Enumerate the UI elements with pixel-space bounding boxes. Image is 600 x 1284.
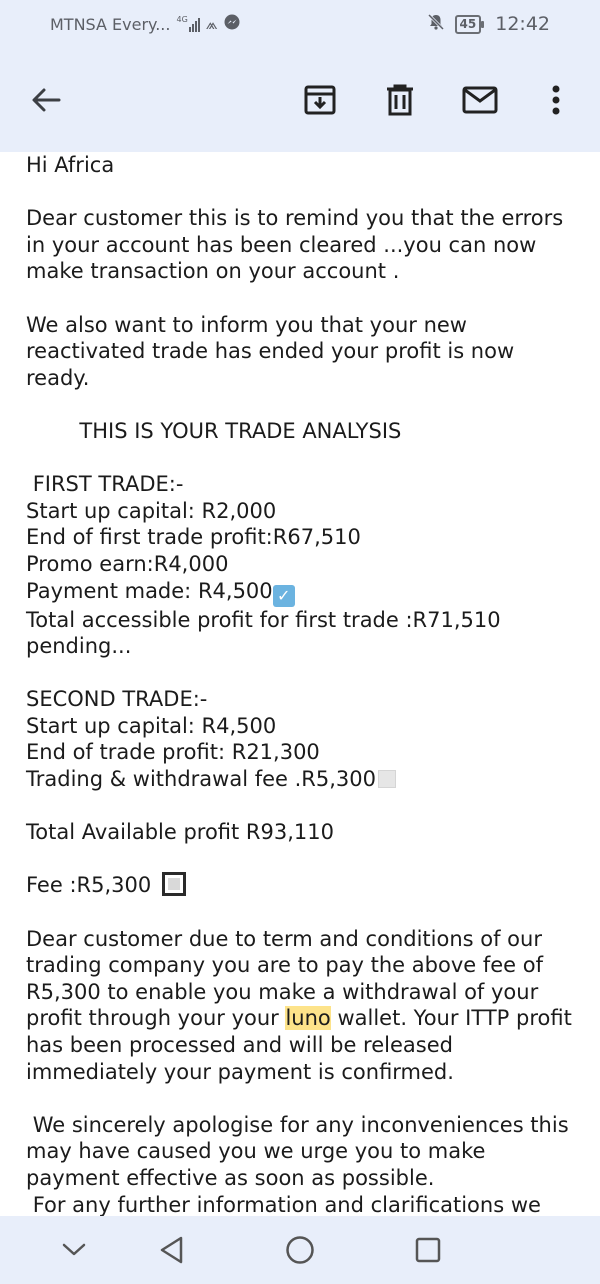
paragraph-fee-terms-end: wallet. Your ITTP profit has been processed and will be released immediately your payment is confirmed. bbox=[26, 1006, 579, 1084]
second-trade-heading: SECOND TRADE:- bbox=[26, 687, 208, 712]
status-left bbox=[50, 14, 240, 34]
first-trade-promo: Promo earn:R4,000 bbox=[26, 551, 229, 576]
square-button-icon bbox=[162, 872, 186, 896]
nav-collapse-button[interactable] bbox=[54, 1230, 94, 1270]
clock: 12:42 bbox=[495, 13, 550, 35]
first-trade-heading: FIRST TRADE:- bbox=[26, 472, 184, 497]
first-trade-total: Total accessible profit for first trade :R71,510 bbox=[26, 607, 501, 632]
check-mark-icon: ✓ bbox=[273, 585, 295, 607]
paragraph-fee-terms bbox=[26, 926, 579, 1086]
greeting: Hi Africa bbox=[26, 153, 115, 177]
carrier-name: MTNSA Every... bbox=[50, 14, 171, 34]
paragraph-further-info: For any further information and clarifications we bbox=[26, 1192, 541, 1216]
nav-recents-button[interactable] bbox=[408, 1230, 448, 1270]
nav-recents-icon bbox=[415, 1237, 441, 1263]
mute-icon bbox=[427, 13, 445, 36]
signal-icon bbox=[176, 16, 199, 32]
nav-home-icon bbox=[285, 1235, 315, 1265]
nav-back-icon bbox=[159, 1236, 185, 1264]
more-options-button[interactable] bbox=[534, 78, 578, 122]
first-trade-pending: pending... bbox=[26, 634, 132, 659]
delete-icon bbox=[386, 84, 414, 116]
second-trade-fee-line bbox=[26, 766, 574, 793]
archive-icon bbox=[304, 85, 336, 115]
mark-unread-button[interactable] bbox=[458, 78, 502, 122]
analysis-heading: THIS IS YOUR TRADE ANALYSIS bbox=[26, 418, 402, 443]
more-options-icon bbox=[552, 85, 560, 115]
total-available-profit: Total Available profit R93,110 bbox=[26, 820, 335, 845]
white-square-icon bbox=[378, 770, 396, 788]
paragraph-apology: We sincerely apologise for any inconveniences this may have caused you we urge you to make payment effective as soon as possible. bbox=[26, 1112, 576, 1190]
second-trade-start-capital: Start up capital: R4,500 bbox=[26, 713, 277, 738]
status-bar bbox=[0, 0, 600, 48]
fee-amount: Fee :R5,300 bbox=[26, 873, 158, 898]
first-trade-start-capital: Start up capital: R2,000 bbox=[26, 498, 277, 523]
status-right bbox=[427, 13, 550, 36]
second-trade-fee: Trading & withdrawal fee .R5,300 bbox=[26, 767, 377, 792]
paragraph-profit-ready: We also want to inform you that your new reactivated trade has ended your profit is now ready. bbox=[26, 312, 521, 390]
messenger-icon bbox=[224, 14, 240, 34]
nav-back-button[interactable] bbox=[152, 1230, 192, 1270]
battery-icon: 45 bbox=[455, 15, 482, 34]
first-trade-payment-line bbox=[26, 578, 574, 607]
archive-button[interactable] bbox=[298, 78, 342, 122]
notification-app-icon: ⩕ bbox=[205, 15, 218, 33]
back-arrow-icon bbox=[31, 87, 61, 113]
nav-collapse-icon bbox=[62, 1243, 86, 1257]
paragraph-reminder: Dear customer this is to remind you that the errors in your account has been cleared ...you can now make transaction on your account . bbox=[26, 206, 570, 284]
email-body bbox=[0, 152, 600, 1216]
first-trade-payment: Payment made: R4,500 bbox=[26, 578, 273, 603]
fee-line bbox=[26, 872, 574, 899]
email-toolbar bbox=[0, 48, 600, 152]
second-trade-end-profit: End of trade profit: R21,300 bbox=[26, 740, 320, 765]
nav-home-button[interactable] bbox=[280, 1230, 320, 1270]
system-nav-bar bbox=[0, 1216, 600, 1284]
network-type: 4G bbox=[176, 15, 188, 24]
mark-unread-icon bbox=[462, 86, 498, 114]
back-button[interactable] bbox=[24, 78, 68, 122]
delete-button[interactable] bbox=[378, 78, 422, 122]
paragraph-fee-terms-start: Dear customer due to term and conditions of our trading company you are to pay the above fee of R5,300 to enable you make a withdrawal of your profit through your your bbox=[26, 926, 550, 1031]
highlighted-luno: luno bbox=[285, 1006, 331, 1031]
first-trade-end-profit: End of first trade profit:R67,510 bbox=[26, 525, 361, 550]
